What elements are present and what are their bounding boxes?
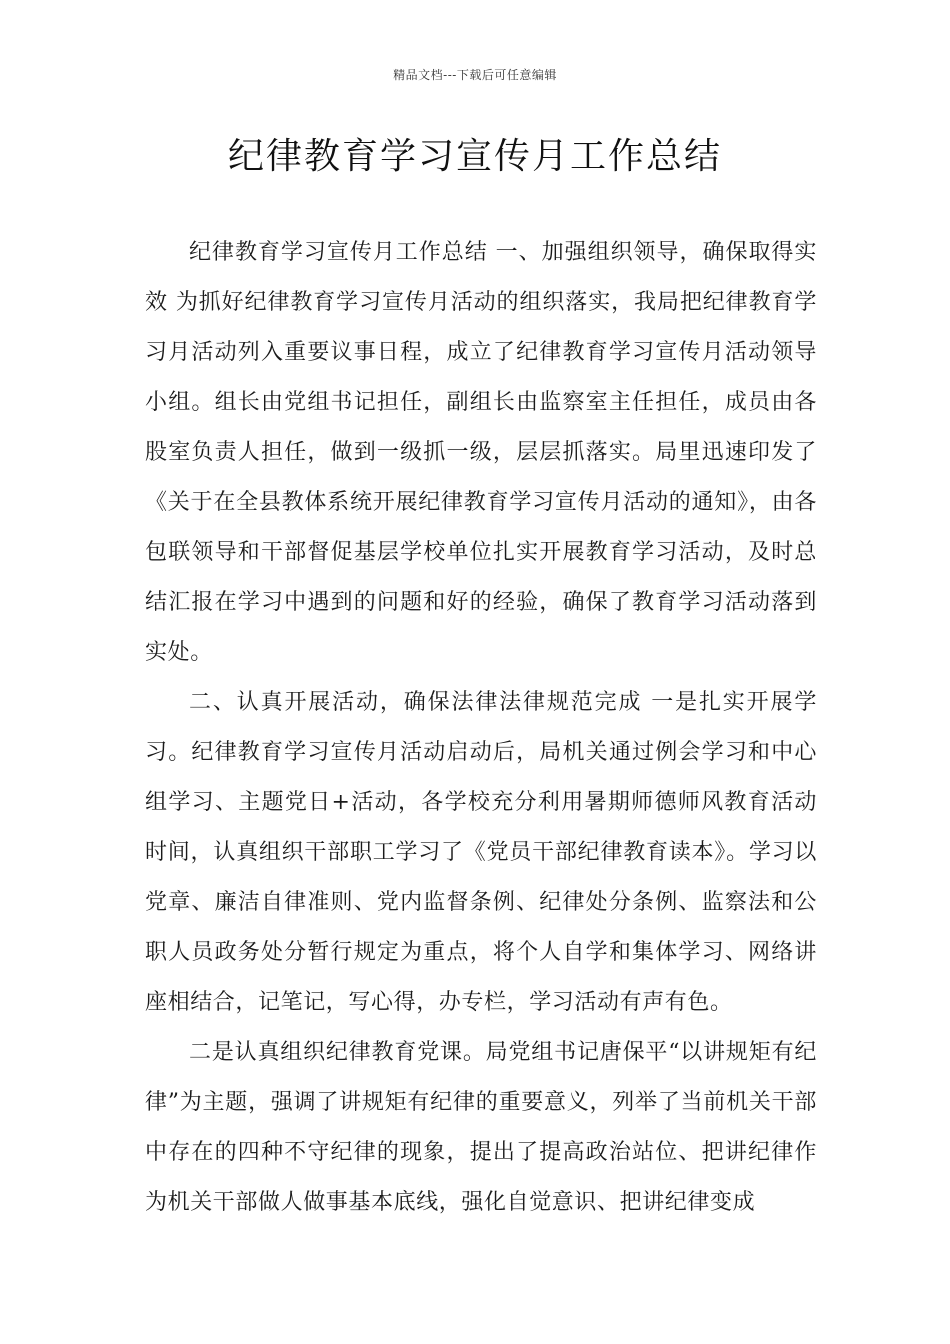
- document-body: [145, 228, 817, 1228]
- header-note: 精品文档---下载后可任意编辑: [393, 68, 557, 82]
- document-title: 纪律教育学习宣传月工作总结: [227, 136, 722, 177]
- paragraph-1: 纪律教育学习宣传月工作总结 一、加强组织领导，确保取得实效 为抓好纪律教育学习宣传月活动的组织落实，我局把纪律教育学习月活动列入重要议事日程，成立了纪律教育学习宣传月活动领导小组。组长由党组书记担任，副组长由监察室主任担任，成员由各股室负责人担任，做到一级抓一级，层层抓落实。局里迅速印发了《关于在全县教体系统开展纪律教育学习宣传月活动的通知》，由各包联领导和干部督促基层学校单位扎实开展教育学习活动，及时总结汇报在学习中遇到的问题和好的经验，确保了教育学习活动落到实处。: [145, 240, 817, 665]
- paragraph-2: 二、认真开展活动，确保法律法律规范完成 一是扎实开展学习。纪律教育学习宣传月活动启动后，局机关通过例会学习和中心组学习、主题党日+活动，各学校充分利用暑期师德师风教育活动时间，认真组织干部职工学习了《党员干部纪律教育读本》。学习以党章、廉洁自律准则、党内监督条例、纪律处分条例、监察法和公职人员政务处分暂行规定为重点，将个人自学和集体学习、网络讲座相结合，记笔记，写心得，办专栏，学习活动有声有色。: [145, 690, 817, 1015]
- paragraph-3: 二是认真组织纪律教育党课。局党组书记唐保平“以讲规矩有纪律”为主题，强调了讲规矩有纪律的重要意义，列举了当前机关干部中存在的四种不守纪律的现象，提出了提高政治站位、把讲纪律作为机关干部做人做事基本底线，强化自觉意识、把讲纪律变成: [145, 1040, 817, 1215]
